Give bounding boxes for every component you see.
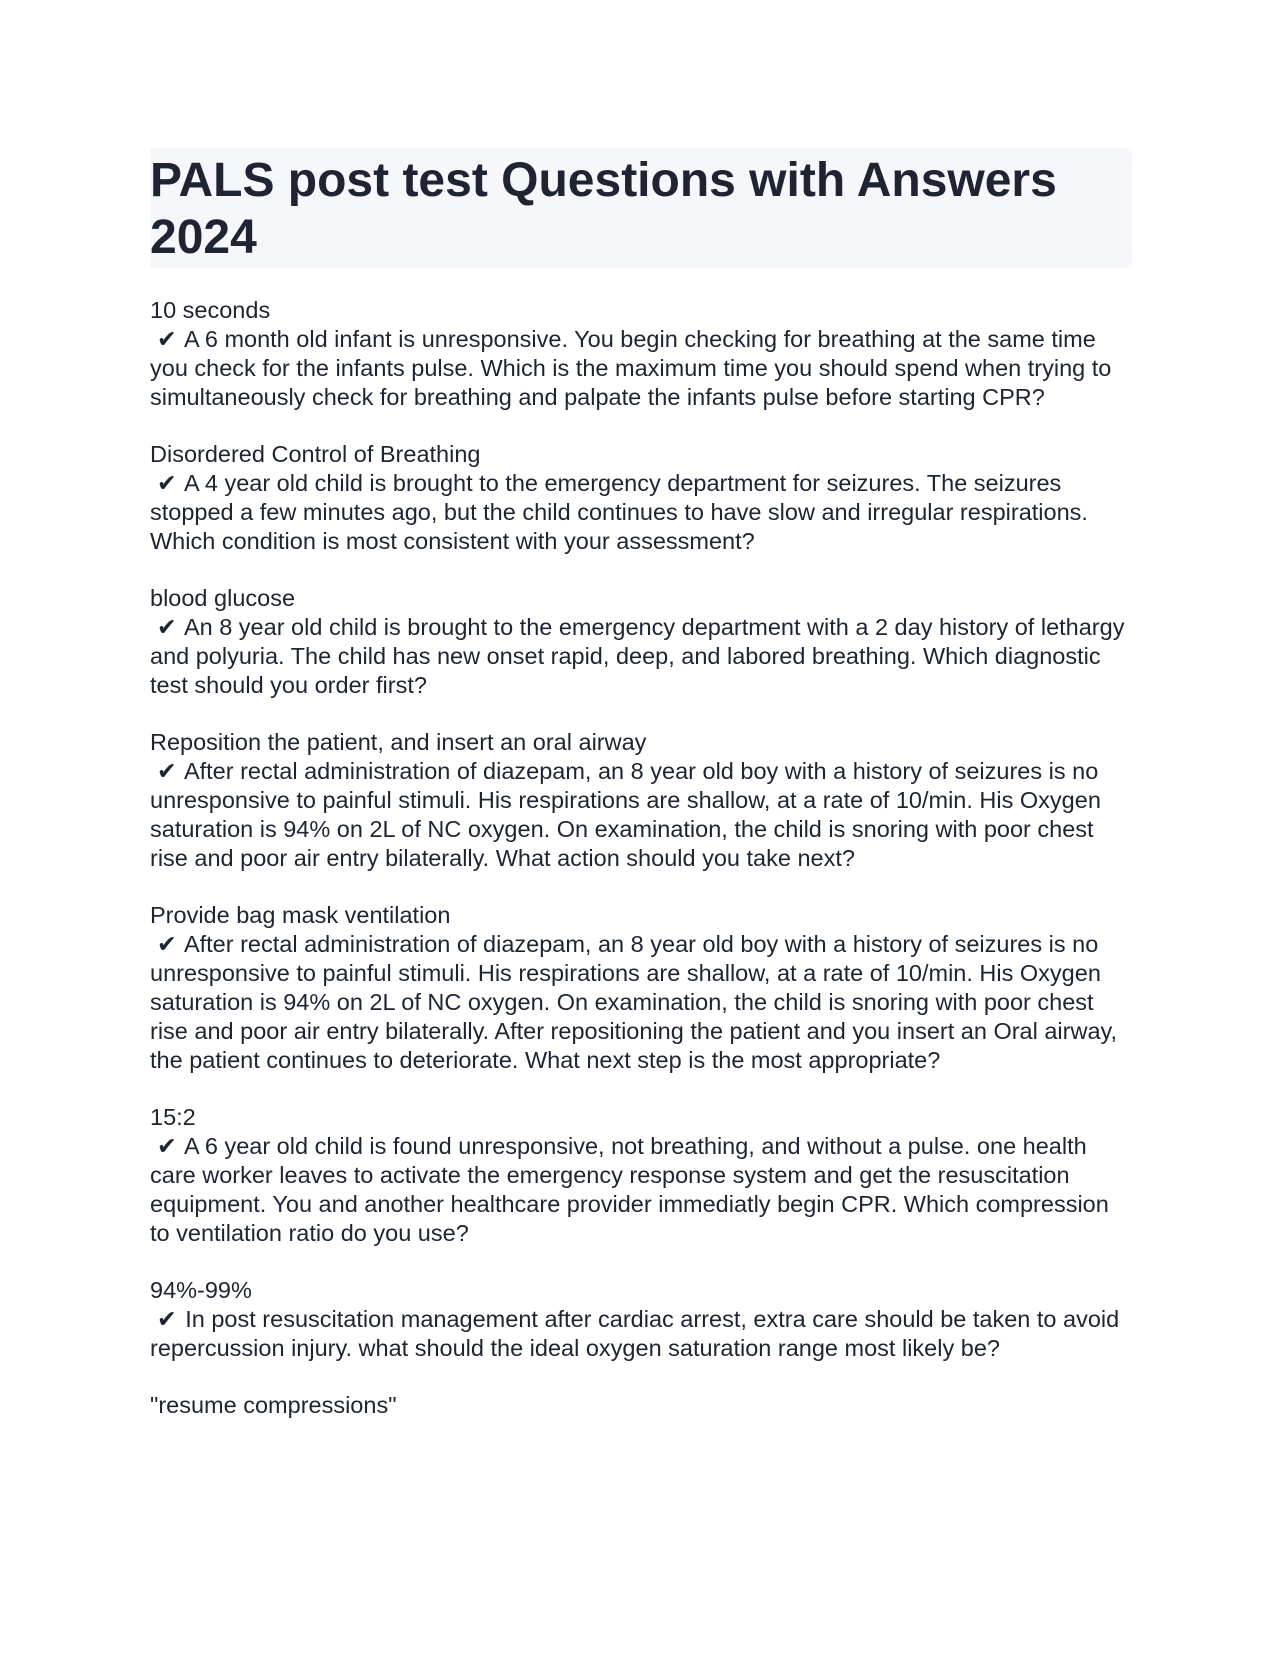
answer-text: "resume compressions" <box>150 1392 397 1418</box>
qa-item <box>150 440 1132 556</box>
checkmark-icon: ✔ <box>157 326 177 352</box>
answer-text: blood glucose <box>150 585 296 611</box>
question-line <box>150 613 1132 700</box>
answer-text: Disordered Control of Breathing <box>150 441 481 467</box>
answer-text: Reposition the patient, and insert an oral airway <box>150 729 647 755</box>
checkmark-icon: ✔ <box>157 758 177 784</box>
qa-item <box>150 296 1132 412</box>
checkmark-icon: ✔ <box>157 1306 177 1332</box>
question-text: An 8 year old child is brought to the emergency department with a 2 day history of lethargy and polyuria. The child has new onset rapid, deep, and labored breathing. Which diagnostic test should you order first? <box>150 614 1131 698</box>
checkmark-icon: ✔ <box>157 1133 177 1159</box>
qa-list <box>150 296 1132 1420</box>
question-line <box>150 325 1132 412</box>
qa-item <box>150 1276 1132 1363</box>
question-text: In post resuscitation management after cardiac arrest, extra care should be taken to avoid repercussion injury. what should the ideal oxygen saturation range most likely be? <box>150 1306 1126 1361</box>
question-text: A 6 month old infant is unresponsive. You begin checking for breathing at the same time you check for the infants pulse. Which is the maximum time you should spend when trying to simultaneously check for breathing and palpate the infants pulse before starting CPR? <box>150 326 1118 410</box>
answer-text: Provide bag mask ventilation <box>150 902 451 928</box>
question-text: A 6 year old child is found unresponsive, not breathing, and without a pulse. one health care worker leaves to activate the emergency response system and get the resuscitation equipment. You and another healthcare provider immediatly begin CPR. Which compression to ventilation ratio do you use? <box>150 1133 1116 1246</box>
qa-item <box>150 901 1132 1075</box>
answer-text: 10 seconds <box>150 297 271 323</box>
qa-item <box>150 584 1132 700</box>
question-line <box>150 469 1132 556</box>
qa-item <box>150 728 1132 873</box>
checkmark-icon: ✔ <box>157 470 177 496</box>
question-line <box>150 757 1132 873</box>
question-text: A 4 year old child is brought to the emergency department for seizures. The seizures stopped a few minutes ago, but the child continues to have slow and irregular respirations. Which condition is most consistent with your assessment? <box>150 470 1095 554</box>
question-text: After rectal administration of diazepam, an 8 year old boy with a history of seizures is no unresponsive to painful stimuli. His respirations are shallow, at a rate of 10/min. His Oxygen saturation is 94% on 2L of NC oxygen. On examination, the child is snoring with poor chest rise and poor air entry bilaterally. After repositioning the patient and you insert an Oral airway, the patient continues to deteriorate. What next step is the most appropriate? <box>150 931 1124 1073</box>
page-title: PALS post test Questions with Answers 2024 <box>150 154 1057 264</box>
checkmark-icon: ✔ <box>157 931 177 957</box>
document-page <box>150 148 1132 1448</box>
question-line <box>150 930 1132 1075</box>
checkmark-icon: ✔ <box>157 614 177 640</box>
answer-text: 15:2 <box>150 1104 196 1130</box>
title-banner <box>150 148 1132 268</box>
qa-item <box>150 1391 1132 1420</box>
question-line <box>150 1305 1132 1363</box>
question-line <box>150 1132 1132 1248</box>
answer-text: 94%-99% <box>150 1277 252 1303</box>
qa-item <box>150 1103 1132 1248</box>
question-text: After rectal administration of diazepam, an 8 year old boy with a history of seizures is no unresponsive to painful stimuli. His respirations are shallow, at a rate of 10/min. His Oxygen saturation is 94% on 2L of NC oxygen. On examination, the child is snoring with poor chest rise and poor air entry bilaterally. What action should you take next? <box>150 758 1108 871</box>
